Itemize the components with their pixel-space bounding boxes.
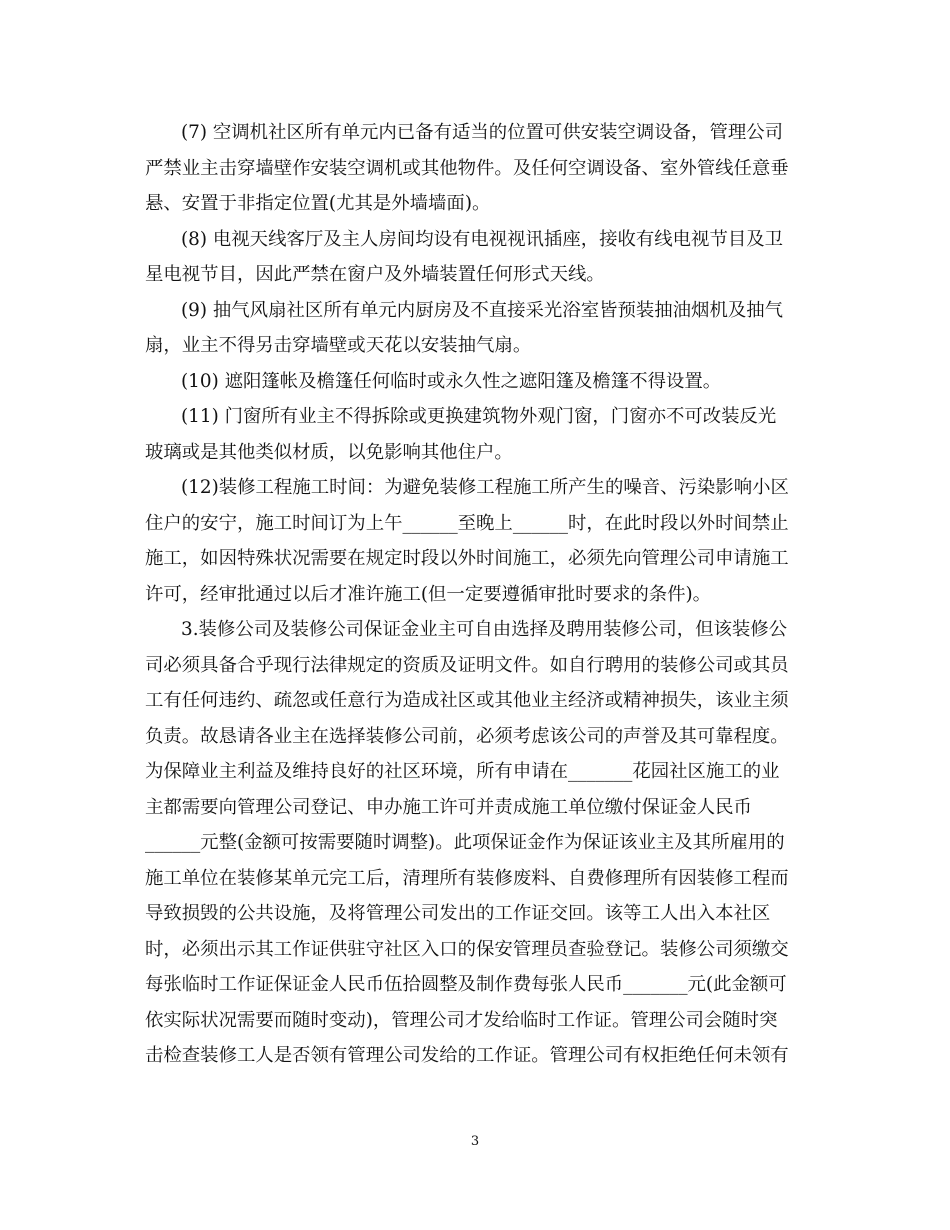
text-line: ______元整(金额可按需要随时调整)。此项保证金作为保证该业主及其所雇用的 (145, 832, 785, 853)
text-line: (10) 遮阳篷帐及檐篷任何临时或永久性之遮阳篷及檐篷不得设置。 (181, 370, 722, 392)
text-line: (12)装修工程施工时间：为避免装修工程施工所产生的噪音、污染影响小区 (181, 477, 789, 498)
text-line: 施工，如因特殊状况需要在规定时段以外时间施工，必须先向管理公司申请施工 (145, 548, 789, 569)
text-line: 3.装修公司及装修公司保证金业主可自由选择及聘用装修公司，但该装修公 (181, 619, 788, 640)
text-line: 导致损毁的公共设施，及将管理公司发出的工作证交回。该等工人出入本社区 (145, 903, 771, 924)
text-line: 击检查装修工人是否领有管理公司发给的工作证。管理公司有权拒绝任何未领有 (145, 1045, 789, 1066)
text-line: 每张临时工作证保证金人民币伍拾圆整及制作费每张人民币_______元(此金额可 (145, 974, 787, 995)
text-line: 悬、安置于非指定位置(尤其是外墙墙面)。 (145, 193, 491, 214)
text-line: 玻璃或是其他类似材质，以免影响其他住户。 (145, 441, 513, 463)
text-line: 依实际状况需要而随时变动)，管理公司才发给临时工作证。管理公司会随时突 (145, 1009, 778, 1031)
text-line: (9) 抽气风扇社区所有单元内厨房及不直接采光浴室皆预装抽油烟机及抽气 (181, 299, 784, 321)
text-line: 扇，业主不得另击穿墙壁或天花以安装抽气扇。 (145, 335, 532, 356)
text-line: 负责。故恳请各业主在选择装修公司前，必须考虑该公司的声誉及其可靠程度。 (145, 725, 789, 747)
text-line: 施工单位在装修某单元完工后，清理所有装修废料、自费修理所有因装修工程而 (145, 867, 789, 889)
text-line: (11) 门窗所有业主不得拆除或更换建筑物外观门窗，门窗亦不可改装反光 (181, 406, 777, 427)
text-line: 为保障业主利益及维持良好的社区环境，所有申请在_______花园社区施工的业 (145, 761, 780, 782)
text-line: 星电视节目，因此严禁在窗户及外墙装置任何形式天线。 (145, 264, 605, 285)
text-line: 许可，经审批通过以后才准许施工(但一定要遵循审批时要求的条件)。 (145, 583, 712, 605)
text-line: (7) 空调机社区所有单元内已备有适当的位置可供安装空调设备，管理公司 (181, 122, 784, 143)
text-line: 主都需要向管理公司登记、申办施工许可并责成施工单位缴付保证金人民币 (145, 796, 752, 818)
text-line: 时，必须出示其工作证供驻守社区入口的保安管理员查验登记。装修公司须缴交 (145, 938, 789, 960)
text-line: 司必须具备合乎现行法律规定的资质及证明文件。如自行聘用的装修公司或其员 (145, 654, 789, 676)
text-line: 住户的安宁，施工时间订为上午______至晚上______时，在此时段以外时间禁止 (145, 512, 789, 534)
text-line: 严禁业主击穿墙壁作安装空调机或其他物件。及任何空调设备、室外管线任意垂 (145, 157, 789, 179)
body-text (145, 115, 810, 1074)
page-number: 3 (470, 1134, 480, 1149)
text-line: (8) 电视天线客厅及主人房间均设有电视视讯插座，接收有线电视节目及卫 (181, 228, 784, 250)
text-line: 工有任何违约、疏忽或任意行为造成社区或其他业主经济或精神损失，该业主须 (145, 690, 789, 711)
